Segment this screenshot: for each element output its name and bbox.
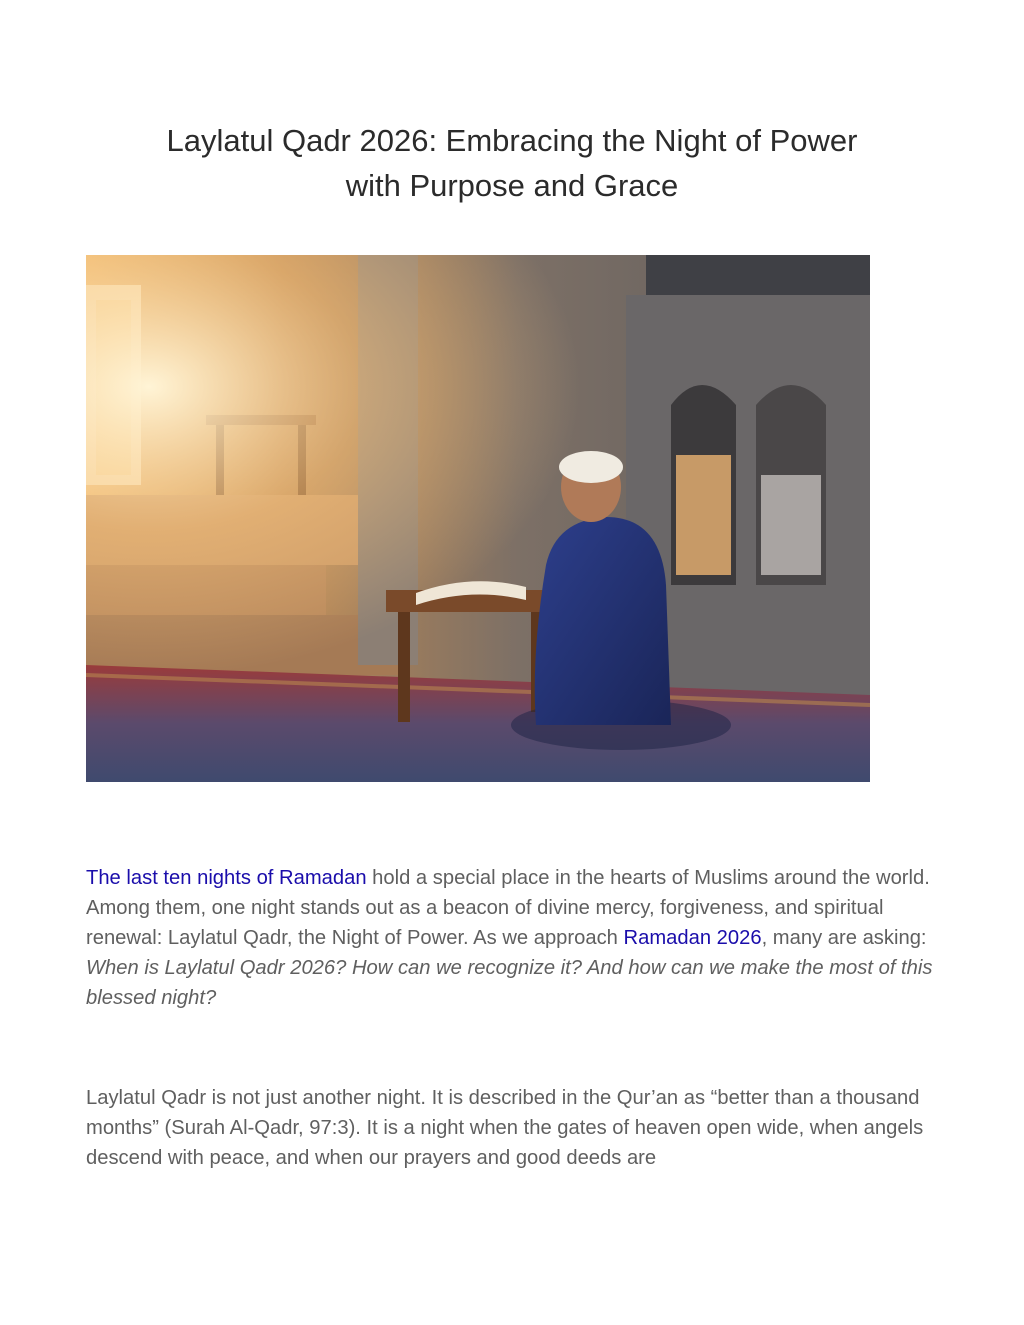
article-hero-image xyxy=(86,255,870,782)
intro-text-1: hold a special place in the hearts of Muslims around the world. Among them, one night stands out as a beacon of divine mercy, forgiveness, and spiritual renewal: Laylatul Qadr, the Night of Power. As we approach xyxy=(86,867,930,949)
article-title xyxy=(100,118,924,208)
last-ten-nights-link[interactable]: The last ten nights of Ramadan xyxy=(86,867,367,889)
intro-paragraph xyxy=(86,863,946,1013)
title-line-1: Laylatul Qadr 2026: Embracing the Night of Power xyxy=(166,123,858,158)
body-paragraph: Laylatul Qadr is not just another night. It is described in the Qur’an as “better than a thousand months” (Surah Al-Qadr, 97:3). It is a night when the gates of heaven open wide, when angels descend with peace, and when our prayers and good deeds are xyxy=(86,1087,924,1169)
title-line-2: with Purpose and Grace xyxy=(345,168,679,203)
intro-questions: When is Laylatul Qadr 2026? How can we recognize it? And how can we make the most of this blessed night? xyxy=(86,957,933,1009)
photo-boy-praying-icon xyxy=(86,255,870,782)
intro-text-2: , many are asking: xyxy=(761,927,927,949)
ramadan-2026-link[interactable]: Ramadan 2026 xyxy=(623,927,762,949)
